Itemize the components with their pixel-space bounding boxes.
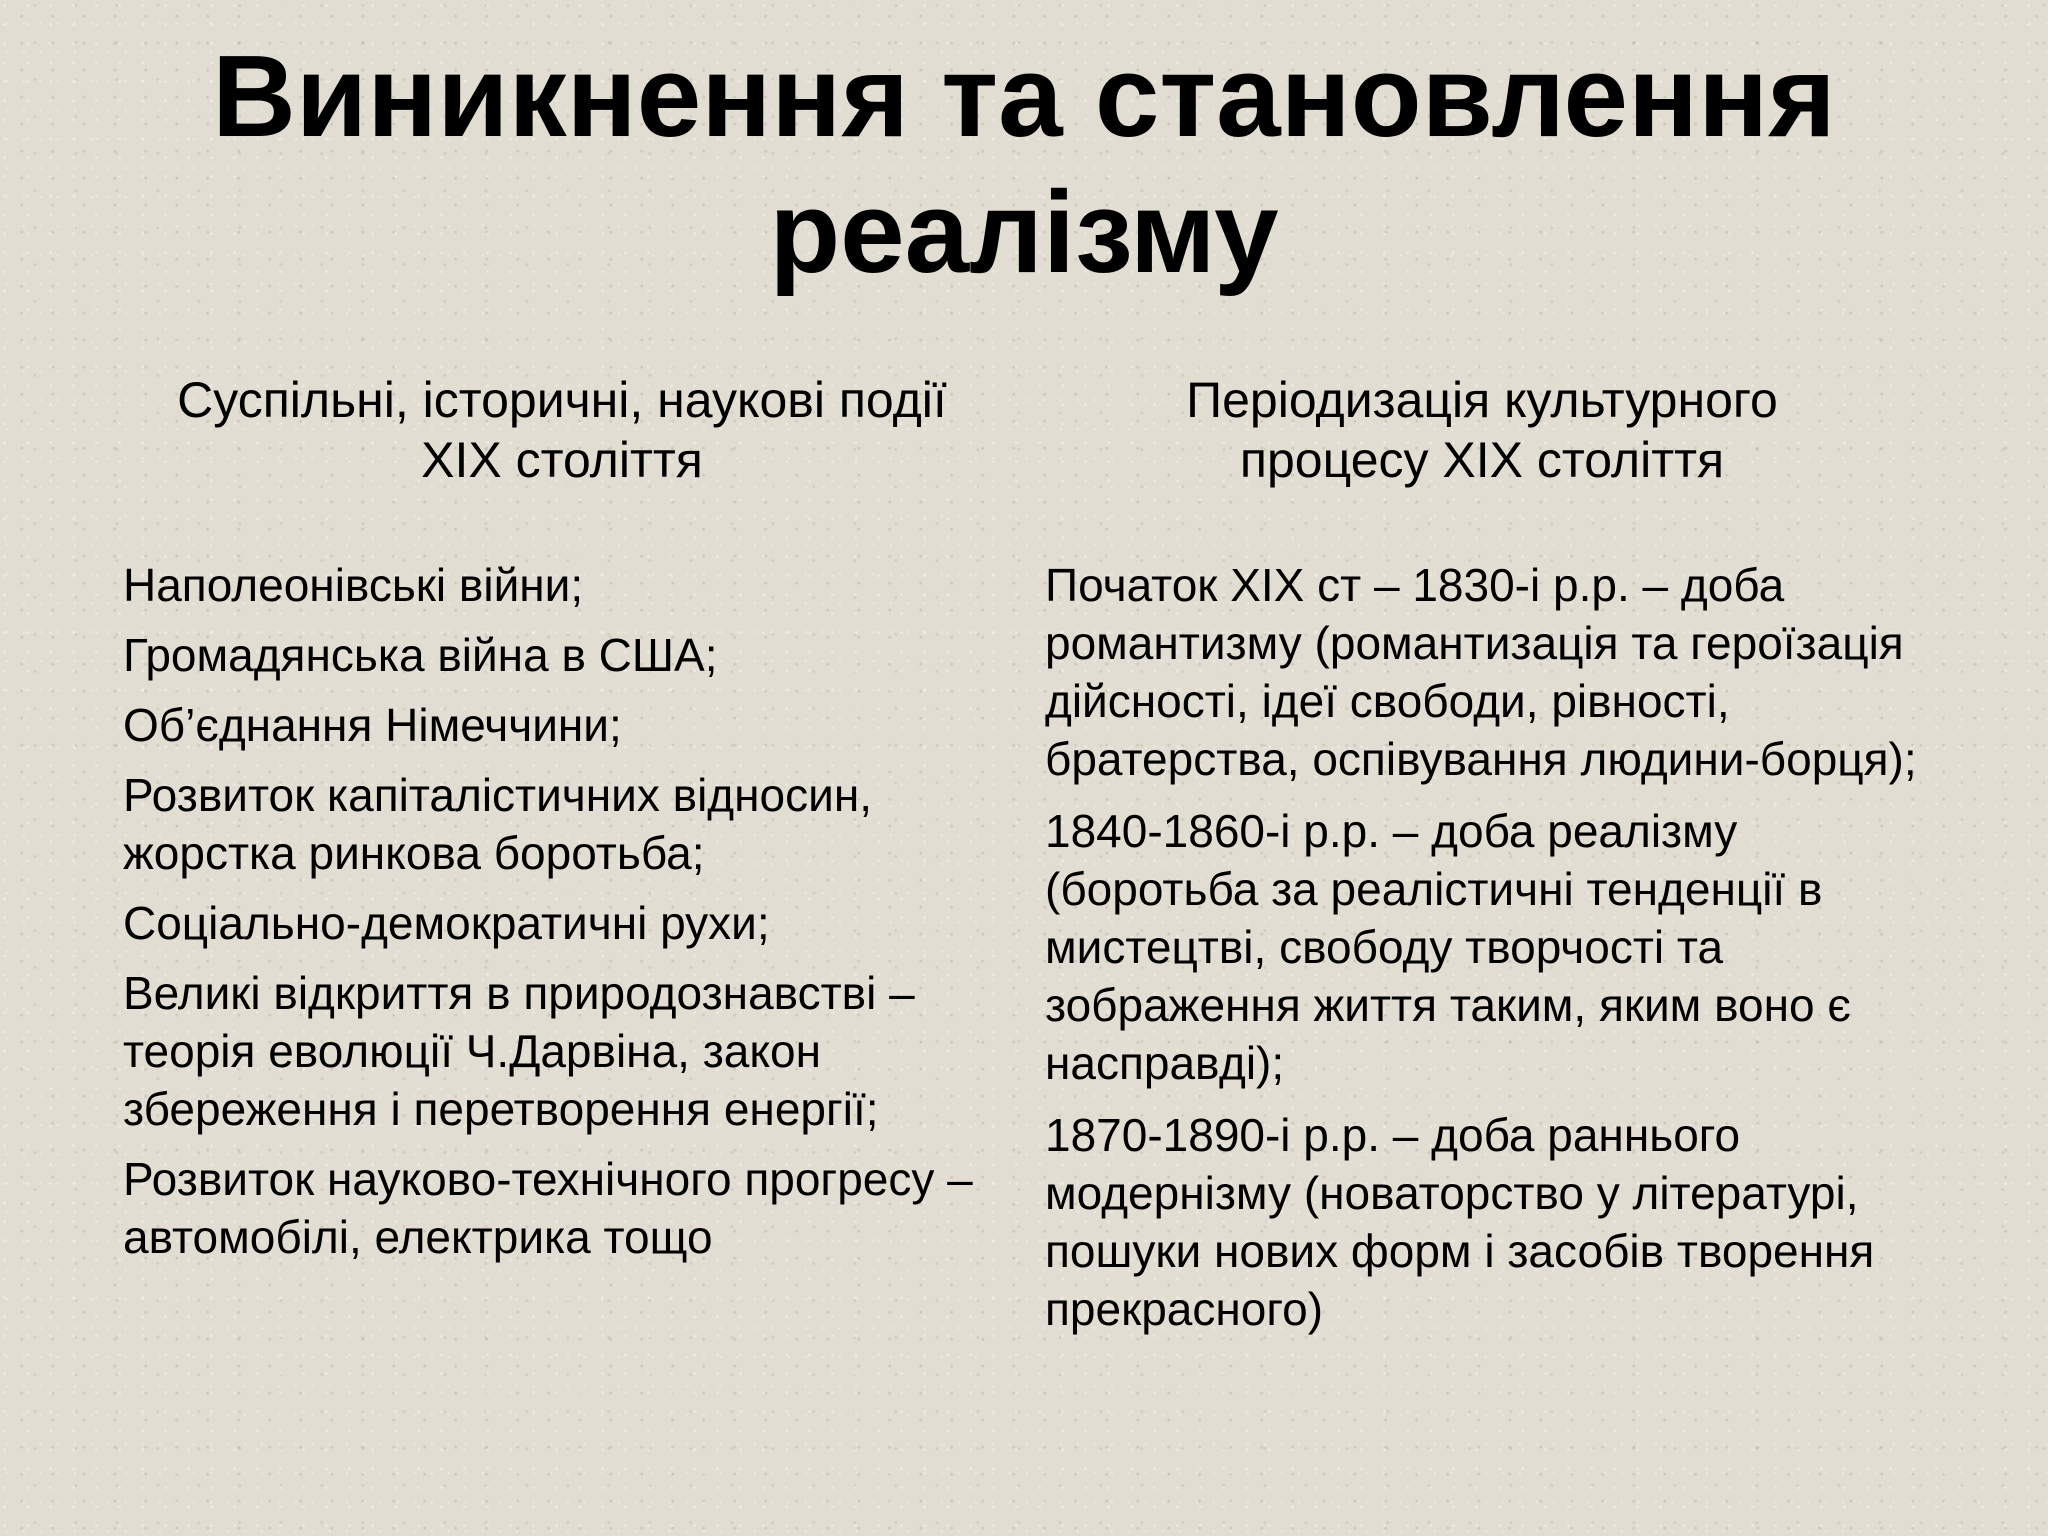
list-item: Початок XIX ст – 1830-і р.р. – доба романтизму (романтизація та героїзація дійсності, ідеї свободи, рівності, братерства, оспівування людини-борця); bbox=[1045, 559, 1917, 785]
left-heading-line-1: Суспільні, історичні, наукові події bbox=[177, 372, 947, 428]
right-column-heading bbox=[1032, 370, 1932, 490]
list-item: Громадянська війна в США; bbox=[123, 629, 718, 681]
list-item: 1870-1890-і р.р. – доба раннього модернізму (новаторство у літературі, пошуки нових форм і засобів творення прекрасного) bbox=[1045, 1109, 1875, 1335]
list-item: Об’єднання Німеччини; bbox=[123, 699, 622, 751]
right-periods-list bbox=[1045, 556, 1945, 1352]
right-heading-line-2: процесу XIX століття bbox=[1239, 432, 1725, 488]
list-item: Розвиток капіталістичних відносин, жорстка ринкова боротьба; bbox=[123, 769, 873, 879]
left-column-heading bbox=[112, 370, 1012, 490]
slide-title bbox=[0, 28, 2048, 300]
list-item: Розвиток науково-технічного прогресу – автомобілі, електрика тощо bbox=[123, 1153, 973, 1263]
left-heading-line-2: XIX століття bbox=[421, 432, 703, 488]
list-item: Наполеонівські війни; bbox=[123, 559, 584, 611]
title-line-2: реалізму bbox=[769, 167, 1279, 297]
title-line-1: Виникнення та становлення bbox=[212, 31, 1836, 161]
list-item: Соціально-демократичні рухи; bbox=[123, 897, 770, 949]
list-item: Великі відкриття в природознавстві – теорія еволюції Ч.Дарвіна, закон збереження і перетворення енергії; bbox=[123, 967, 915, 1135]
left-events-list bbox=[123, 556, 1003, 1278]
list-item: 1840-1860-і р.р. – доба реалізму (боротьба за реалістичні тенденції в мистецтві, свободу творчості та зображення життя таким, яким воно є насправді); bbox=[1045, 805, 1851, 1089]
right-heading-line-1: Періодизація культурного bbox=[1186, 372, 1778, 428]
